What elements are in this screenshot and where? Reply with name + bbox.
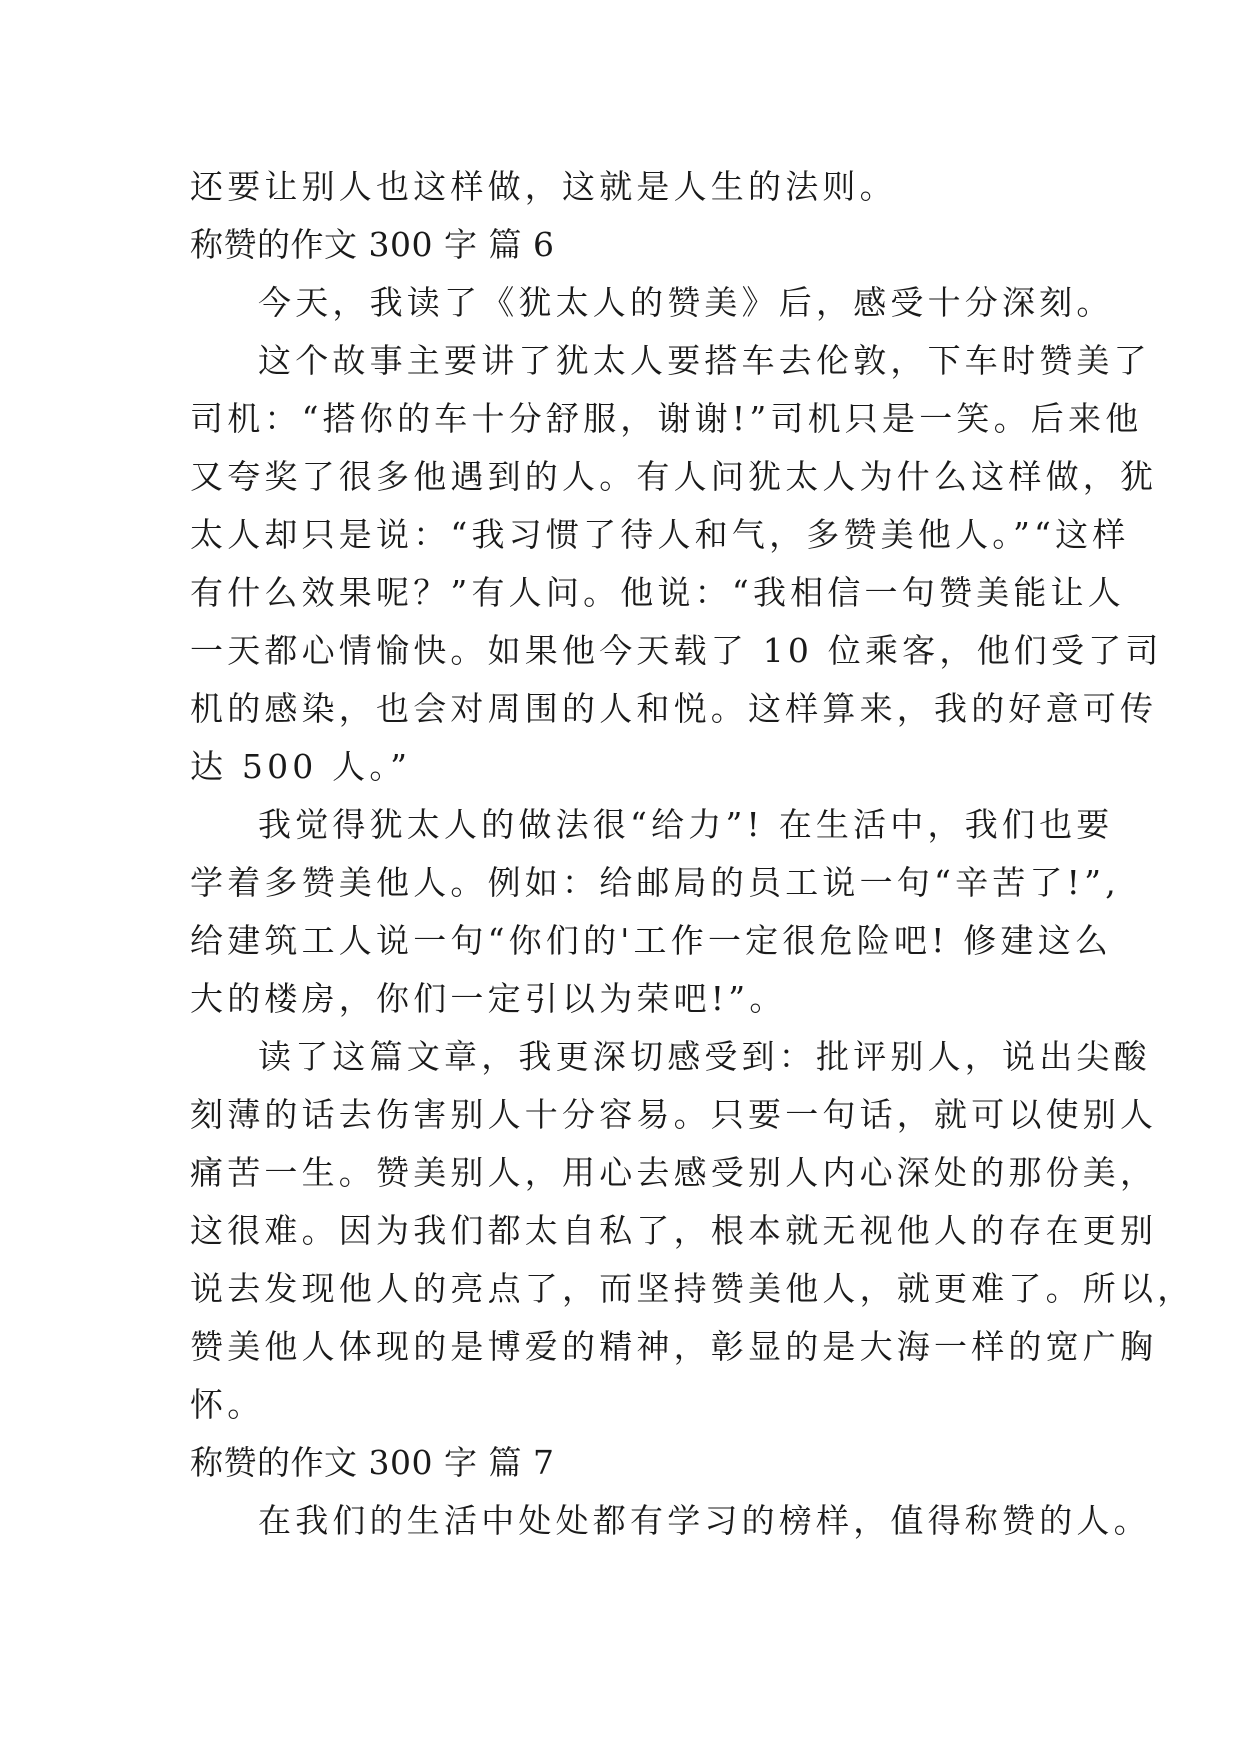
text-line: 刻薄的话去伤害别人十分容易。只要一句话，就可以使别人 (190, 1095, 1158, 1134)
text-line: 有什么效果呢？”有人问。他说：“我相信一句赞美能让人 (190, 573, 1125, 612)
text-line: 太人却只是说：“我习惯了待人和气，多赞美他人。”“这样 (190, 515, 1130, 554)
text-line: 说去发现他人的亮点了，而坚持赞美他人，就更难了。所以， (190, 1269, 1195, 1308)
text-line: 机的感染，也会对周围的人和悦。这样算来，我的好意可传 (190, 689, 1158, 728)
text-line: 达 500 人。” (190, 747, 412, 786)
text-line: 给建筑工人说一句“你们的'工作一定很危险吧! 修建这么 (190, 921, 1113, 960)
document-page (190, 158, 1195, 1550)
paragraph-first-line: 这个故事主要讲了犹太人要搭车去伦敦，下车时赞美了 (258, 341, 1151, 380)
paragraph-first-line: 在我们的生活中处处都有学习的榜样，值得称赞的人。 (258, 1501, 1151, 1540)
text-line: 司机：“搭你的车十分舒服，谢谢!”司机只是一笑。后来他 (190, 399, 1143, 438)
text-line: 学着多赞美他人。例如：给邮局的员工说一句“辛苦了!”, (190, 863, 1120, 902)
text-line: 赞美他人体现的是博爱的精神，彰显的是大海一样的宽广胸 (190, 1327, 1158, 1366)
paragraph-first-line: 我觉得犹太人的做法很“给力”! 在生活中，我们也要 (258, 805, 1114, 844)
text-line: 怀。 (190, 1385, 265, 1424)
section-heading: 称赞的作文 300 字 篇 6 (190, 225, 555, 264)
paragraph-first-line: 读了这篇文章，我更深切感受到：批评别人，说出尖酸 (258, 1037, 1151, 1076)
text-line: 大的楼房，你们一定引以为荣吧!”。 (190, 979, 787, 1018)
text-line: 这很难。因为我们都太自私了，根本就无视他人的存在更别 (190, 1211, 1158, 1250)
paragraph-first-line: 今天，我读了《犹太人的赞美》后，感受十分深刻。 (258, 283, 1114, 322)
text-line: 痛苦一生。赞美别人，用心去感受别人内心深处的那份美， (190, 1153, 1158, 1192)
section-heading: 称赞的作文 300 字 篇 7 (190, 1443, 555, 1482)
text-line: 又夸奖了很多他遇到的人。有人问犹太人为什么这样做，犹 (190, 457, 1158, 496)
text-line: 还要让别人也这样做，这就是人生的法则。 (190, 167, 897, 206)
text-line: 一天都心情愉快。如果他今天载了 10 位乘客，他们受了司 (190, 631, 1163, 670)
